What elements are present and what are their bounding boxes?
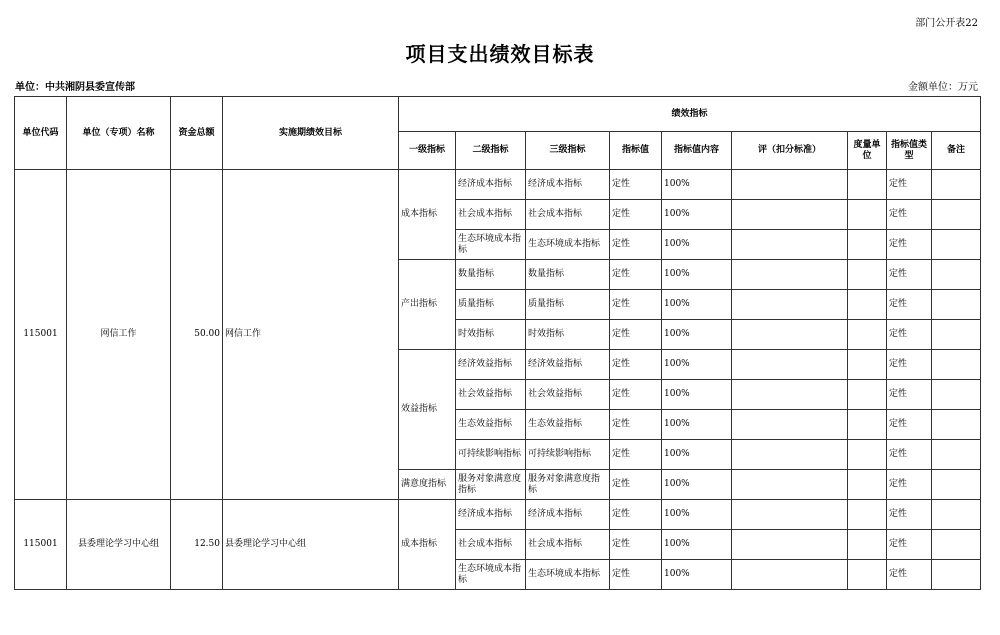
value-cell: 定性 (610, 560, 662, 590)
value-content-cell: 100% (662, 380, 732, 410)
value-type-cell: 定性 (887, 380, 932, 410)
value-type-cell: 定性 (887, 170, 932, 200)
value-content-cell: 100% (662, 200, 732, 230)
remark-cell (932, 530, 981, 560)
measure-unit-cell (848, 380, 887, 410)
value-type-cell: 定性 (887, 410, 932, 440)
value-cell: 定性 (610, 530, 662, 560)
remark-cell (932, 380, 981, 410)
value-type-cell: 定性 (887, 530, 932, 560)
remark-cell (932, 170, 981, 200)
header-level2: 二级指标 (456, 132, 526, 170)
level3-cell: 质量指标 (526, 290, 610, 320)
header-row-1 (15, 97, 981, 132)
value-content-cell: 100% (662, 470, 732, 500)
header-value: 指标值 (610, 132, 662, 170)
performance-goal-table (14, 96, 981, 590)
level3-cell: 生态环境成本指标 (526, 230, 610, 260)
level2-cell: 数量指标 (456, 260, 526, 290)
level2-cell: 经济成本指标 (456, 500, 526, 530)
header-unit-name: 单位（专项）名称 (67, 97, 171, 170)
level2-cell: 生态效益指标 (456, 410, 526, 440)
level3-cell: 社会效益指标 (526, 380, 610, 410)
value-type-cell: 定性 (887, 350, 932, 380)
value-content-cell: 100% (662, 230, 732, 260)
measure-unit-cell (848, 470, 887, 500)
department-label: 单位：中共湘阴县委宣传部 (15, 82, 135, 93)
score-cell (732, 320, 848, 350)
score-cell (732, 530, 848, 560)
level2-cell: 服务对象满意度指标 (456, 470, 526, 500)
measure-unit-cell (848, 500, 887, 530)
value-type-cell: 定性 (887, 260, 932, 290)
level2-cell: 社会效益指标 (456, 380, 526, 410)
score-cell (732, 200, 848, 230)
level3-cell: 生态环境成本指标 (526, 560, 610, 590)
value-type-cell: 定性 (887, 320, 932, 350)
remark-cell (932, 260, 981, 290)
measure-unit-cell (848, 410, 887, 440)
level3-cell: 可持续影响指标 (526, 440, 610, 470)
remark-cell (932, 320, 981, 350)
score-cell (732, 350, 848, 380)
level2-cell: 生态环境成本指标 (456, 230, 526, 260)
level1-cell: 产出指标 (399, 260, 456, 350)
value-cell: 定性 (610, 350, 662, 380)
value-cell: 定性 (610, 200, 662, 230)
level3-cell: 时效指标 (526, 320, 610, 350)
unit-name-cell: 网信工作 (67, 170, 171, 500)
unit-name-cell: 县委理论学习中心组 (67, 500, 171, 590)
level1-cell: 成本指标 (399, 170, 456, 260)
header-remark: 备注 (932, 132, 981, 170)
measure-unit-cell (848, 230, 887, 260)
measure-unit-cell (848, 290, 887, 320)
level2-cell: 生态环境成本指标 (456, 560, 526, 590)
remark-cell (932, 470, 981, 500)
value-type-cell: 定性 (887, 200, 932, 230)
level3-cell: 经济成本指标 (526, 170, 610, 200)
value-type-cell: 定性 (887, 500, 932, 530)
level1-cell: 成本指标 (399, 500, 456, 590)
remark-cell (932, 410, 981, 440)
score-cell (732, 410, 848, 440)
level3-cell: 经济成本指标 (526, 500, 610, 530)
header-value-type: 指标值类型 (887, 132, 932, 170)
value-content-cell: 100% (662, 320, 732, 350)
level3-cell: 社会成本指标 (526, 530, 610, 560)
table-number-label: 部门公开表22 (915, 18, 978, 29)
header-unit-code: 单位代码 (15, 97, 67, 170)
value-cell: 定性 (610, 260, 662, 290)
value-content-cell: 100% (662, 560, 732, 590)
remark-cell (932, 230, 981, 260)
level3-cell: 生态效益指标 (526, 410, 610, 440)
value-content-cell: 100% (662, 260, 732, 290)
level3-cell: 数量指标 (526, 260, 610, 290)
table-body (15, 170, 981, 590)
header-measure-unit: 度量单位 (848, 132, 887, 170)
header-value-content: 指标值内容 (662, 132, 732, 170)
level2-cell: 质量指标 (456, 290, 526, 320)
total-funds-cell: 12.50 (171, 500, 223, 590)
value-type-cell: 定性 (887, 440, 932, 470)
remark-cell (932, 560, 981, 590)
value-cell: 定性 (610, 320, 662, 350)
value-content-cell: 100% (662, 350, 732, 380)
page-title: 项目支出绩效目标表 (405, 42, 595, 66)
measure-unit-cell (848, 350, 887, 380)
value-cell: 定性 (610, 440, 662, 470)
measure-unit-cell (848, 170, 887, 200)
header-total-funds: 资金总额 (171, 97, 223, 170)
unit-code-cell: 115001 (15, 170, 67, 500)
value-content-cell: 100% (662, 530, 732, 560)
total-funds-cell: 50.00 (171, 170, 223, 500)
remark-cell (932, 500, 981, 530)
score-cell (732, 440, 848, 470)
level2-cell: 可持续影响指标 (456, 440, 526, 470)
score-cell (732, 500, 848, 530)
remark-cell (932, 440, 981, 470)
level1-cell: 满意度指标 (399, 470, 456, 500)
score-cell (732, 230, 848, 260)
value-cell: 定性 (610, 380, 662, 410)
level3-cell: 社会成本指标 (526, 200, 610, 230)
level2-cell: 时效指标 (456, 320, 526, 350)
value-content-cell: 100% (662, 290, 732, 320)
value-cell: 定性 (610, 470, 662, 500)
goal-cell: 网信工作 (223, 170, 399, 500)
score-cell (732, 380, 848, 410)
value-content-cell: 100% (662, 440, 732, 470)
value-type-cell: 定性 (887, 470, 932, 500)
remark-cell (932, 200, 981, 230)
score-cell (732, 560, 848, 590)
header-level3: 三级指标 (526, 132, 610, 170)
header-level1: 一级指标 (399, 132, 456, 170)
header-performance: 绩效指标 (399, 97, 981, 132)
measure-unit-cell (848, 200, 887, 230)
value-cell: 定性 (610, 170, 662, 200)
header-score: 评（扣分标准） (732, 132, 848, 170)
remark-cell (932, 290, 981, 320)
table-row (15, 500, 981, 530)
measure-unit-cell (848, 560, 887, 590)
goal-cell: 县委理论学习中心组 (223, 500, 399, 590)
value-cell: 定性 (610, 230, 662, 260)
measure-unit-cell (848, 530, 887, 560)
level2-cell: 社会成本指标 (456, 200, 526, 230)
level1-cell: 效益指标 (399, 350, 456, 470)
value-cell: 定性 (610, 290, 662, 320)
value-content-cell: 100% (662, 410, 732, 440)
value-content-cell: 100% (662, 500, 732, 530)
level2-cell: 经济效益指标 (456, 350, 526, 380)
measure-unit-cell (848, 260, 887, 290)
score-cell (732, 290, 848, 320)
measure-unit-cell (848, 320, 887, 350)
level2-cell: 社会成本指标 (456, 530, 526, 560)
level2-cell: 经济成本指标 (456, 170, 526, 200)
value-cell: 定性 (610, 500, 662, 530)
value-type-cell: 定性 (887, 560, 932, 590)
score-cell (732, 260, 848, 290)
level3-cell: 经济效益指标 (526, 350, 610, 380)
value-cell: 定性 (610, 410, 662, 440)
header-goal: 实施期绩效目标 (223, 97, 399, 170)
value-type-cell: 定性 (887, 290, 932, 320)
value-content-cell: 100% (662, 170, 732, 200)
score-cell (732, 170, 848, 200)
level3-cell: 服务对象满意度指标 (526, 470, 610, 500)
unit-code-cell: 115001 (15, 500, 67, 590)
amount-unit-label: 金额单位：万元 (908, 82, 978, 93)
remark-cell (932, 350, 981, 380)
measure-unit-cell (848, 440, 887, 470)
table-row (15, 170, 981, 200)
score-cell (732, 470, 848, 500)
value-type-cell: 定性 (887, 230, 932, 260)
